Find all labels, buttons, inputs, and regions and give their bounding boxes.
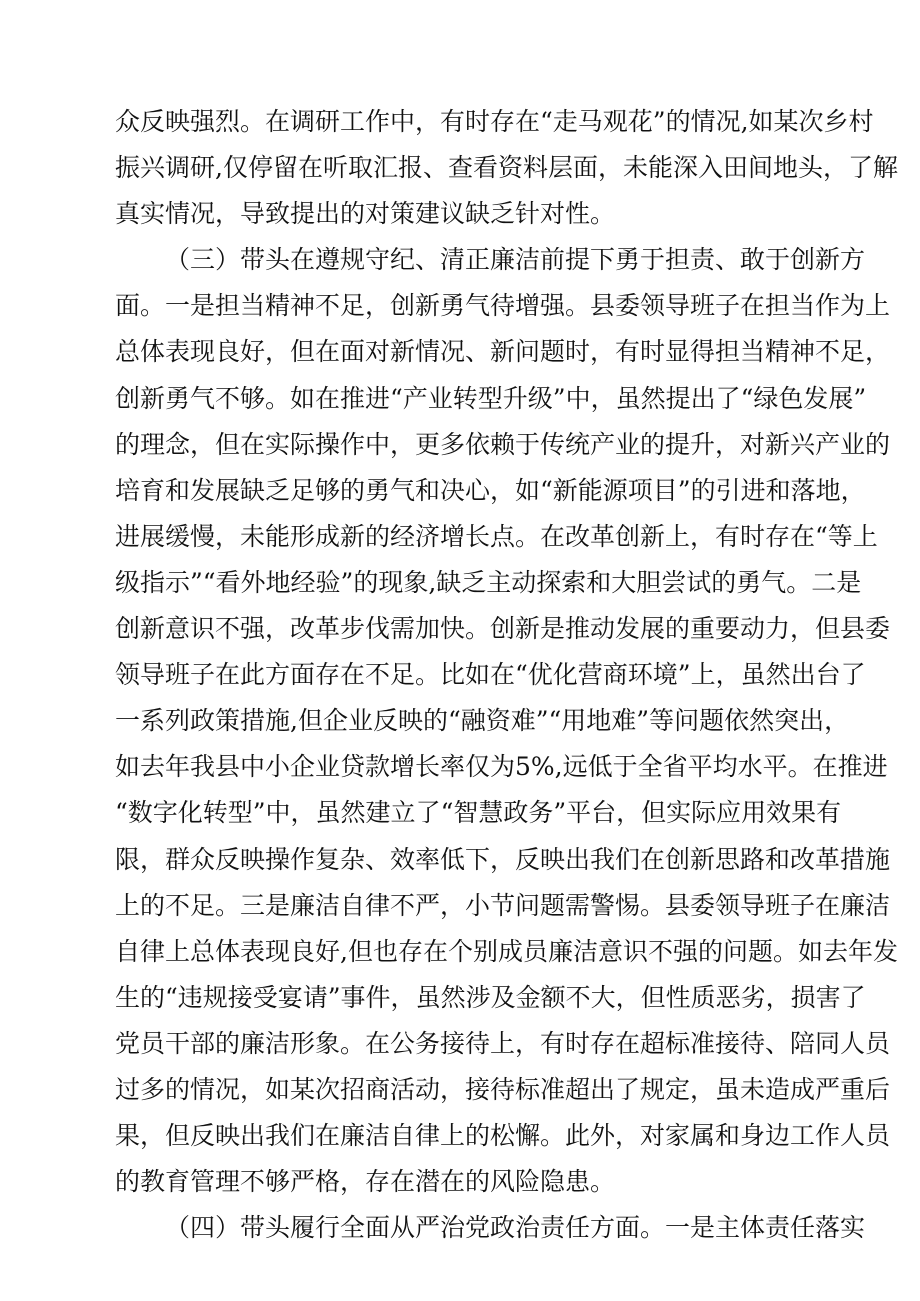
section-heading-line: （三）带头在遵规守纪、清正廉洁前提下勇于担责、敢于创新方 [165, 245, 866, 275]
text-line: 级指示”“看外地经验”的现象,缺乏主动探索和大胆尝试的勇气。二是 [115, 567, 862, 597]
text-line: “数字化转型”中，虽然建立了“智慧政务”平台，但实际应用效果有 [115, 798, 842, 828]
text-line: 自律上总体表现良好,但也存在个别成员廉洁意识不强的问题。如去年发 [115, 936, 898, 966]
text-line: 领导班子在此方面存在不足。比如在“优化营商环境”上，虽然出台了 [115, 660, 866, 690]
text-line: 创新意识不强，改革步伐需加快。创新是推动发展的重要动力，但县委 [115, 614, 891, 644]
text-line: 总体表现良好，但在面对新情况、新问题时，有时显得担当精神不足， [115, 337, 891, 367]
text-line: 果，但反映出我们在廉洁自律上的松懈。此外，对家属和身边工作人员 [115, 1121, 891, 1151]
section-heading-line: （四）带头履行全面从严治党政治责任方面。一是主体责任落实 [165, 1213, 866, 1243]
text-line: 的教育管理不够严格，存在潜在的风险隐患。 [115, 1167, 616, 1197]
text-line: 的理念，但在实际操作中，更多依赖于传统产业的提升，对新兴产业的 [115, 429, 891, 459]
text-line: 培育和发展缺乏足够的勇气和决心，如“新能源项目”的引进和落地， [115, 475, 866, 505]
text-line: 创新勇气不够。如在推进“产业转型升级”中，虽然提出了“绿色发展” [115, 383, 867, 413]
text-line: 过多的情况，如某次招商活动，接待标准超出了规定，虽未造成严重后 [115, 1074, 891, 1104]
text-line: 党员干部的廉洁形象。在公务接待上，有时存在超标准接待、陪同人员 [115, 1028, 891, 1058]
body-text [115, 99, 898, 1251]
text-line: 振兴调研,仅停留在听取汇报、查看资料层面，未能深入田间地头，了解 [115, 153, 898, 183]
text-line: 生的“违规接受宴请”事件，虽然涉及金额不大，但性质恶劣，损害了 [115, 982, 866, 1012]
text-line: 真实情况，导致提出的对策建议缺乏针对性。 [115, 199, 616, 229]
text-line: 进展缓慢，未能形成新的经济增长点。在改革创新上，有时存在“等上 [115, 521, 878, 551]
text-line: 上的不足。三是廉洁自律不严，小节问题需警惕。县委领导班子在廉洁 [115, 890, 891, 920]
text-line: 一系列政策措施,但企业反映的“融资难”“用地难”等问题依然突出， [115, 706, 850, 736]
text-line: 如去年我县中小企业贷款增长率仅为5%,远低于全省平均水平。在推进 [115, 752, 888, 782]
text-line: 限，群众反映操作复杂、效率低下，反映出我们在创新思路和改革措施 [115, 844, 891, 874]
text-line: 众反映强烈。在调研工作中，有时存在“走马观花”的情况,如某次乡村 [115, 107, 874, 136]
text-line: 面。一是担当精神不足，创新勇气待增强。县委领导班子在担当作为上 [115, 291, 891, 321]
